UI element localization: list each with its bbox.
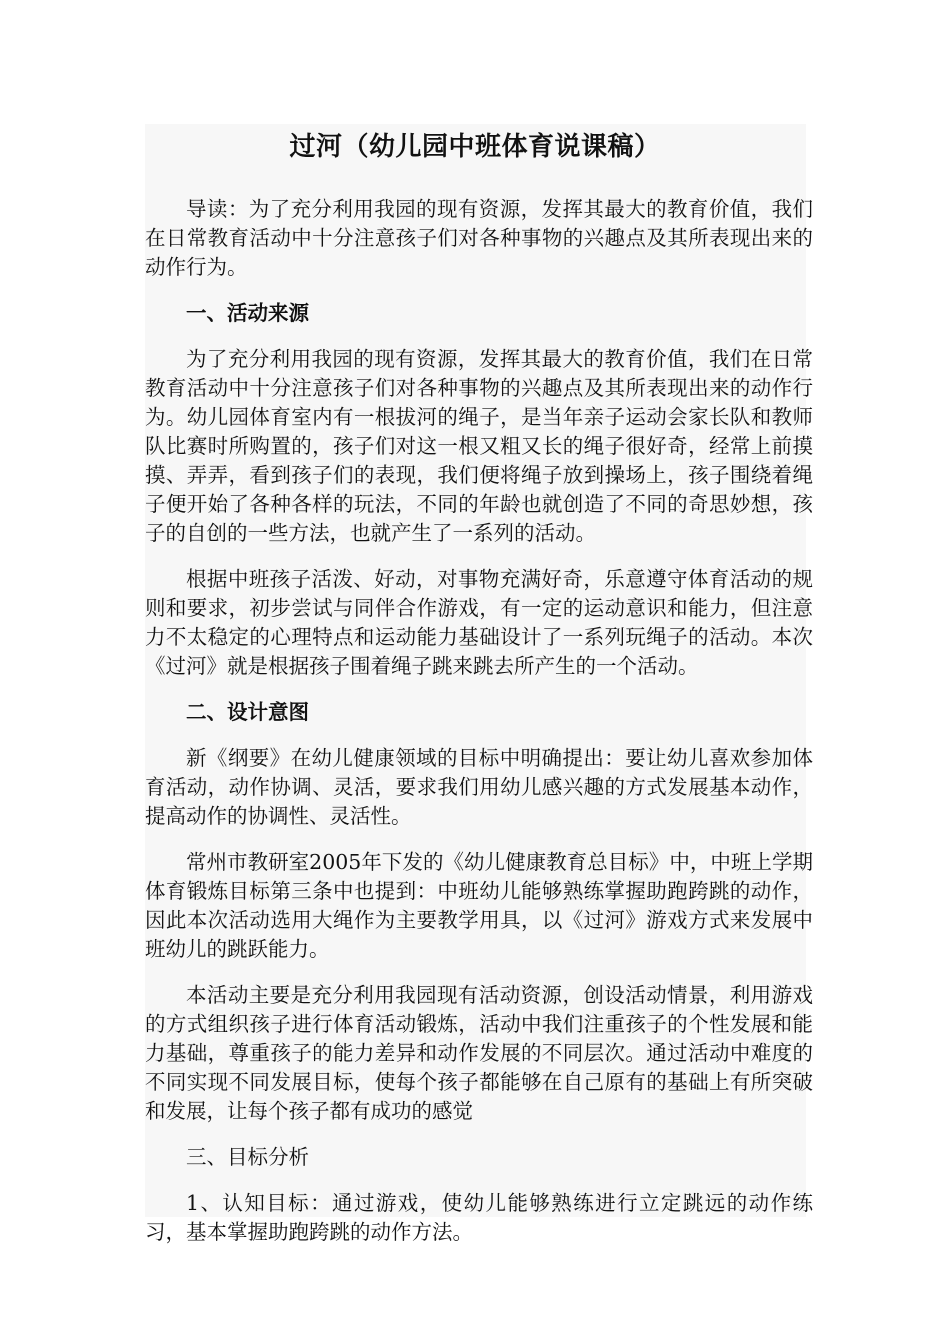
intro-paragraph: 导读：为了充分利用我园的现有资源，发挥其最大的教育价值，我们在日常教育活动中十分注意孩子们对各种事物的兴趣点及其所表现出来的动作行为。 (145, 197, 813, 279)
paragraph: 本活动主要是充分利用我园现有活动资源，创设活动情景，利用游戏的方式组织孩子进行体育活动锻炼，活动中我们注重孩子的个性发展和能力基础，尊重孩子的能力差异和动作发展的不同层次。通过活动中难度的不同实现不同发展目标，使每个孩子都能够在自己原有的基础上有所突破和发展，让每个孩子都有成功的感觉 (145, 983, 813, 1123)
section-heading-activity-source: 一、活动来源 (186, 301, 309, 325)
section-heading-goal-analysis: 三、目标分析 (186, 1145, 309, 1169)
paragraph: 为了充分利用我园的现有资源，发挥其最大的教育价值，我们在日常教育活动中十分注意孩子们对各种事物的兴趣点及其所表现出来的动作行为。幼儿园体育室内有一根拔河的绳子，是当年亲子运动会家长队和教师队比赛时所购置的，孩子们对这一根又粗又长的绳子很好奇，经常上前摸摸、弄弄，看到孩子们的表现，我们便将绳子放到操场上，孩子围绕着绳子便开始了各种各样的玩法，不同的年龄也就创造了不同的奇思妙想，孩子的自创的一些方法，也就产生了一系列的活动。 (145, 347, 813, 545)
paragraph: 根据中班孩子活泼、好动，对事物充满好奇，乐意遵守体育活动的规则和要求，初步尝试与同伴合作游戏，有一定的运动意识和能力，但注意力不太稳定的心理特点和运动能力基础设计了一系列玩绳子的活动。本次《过河》就是根据孩子围着绳子跳来跳去所产生的一个活动。 (145, 567, 813, 678)
paragraph: 1、认知目标：通过游戏，使幼儿能够熟练进行立定跳远的动作练习，基本掌握助跑跨跳的动作方法。 (145, 1191, 813, 1244)
section-heading-design-intent: 二、设计意图 (186, 700, 309, 724)
paragraph: 常州市教研室2005年下发的《幼儿健康教育总目标》中，中班上学期体育锻炼目标第三条中也提到：中班幼儿能够熟练掌握助跑跨跳的动作，因此本次活动选用大绳作为主要教学用具，以《过河》游戏方式来发展中班幼儿的跳跃能力。 (145, 850, 813, 961)
document-body (145, 195, 813, 1264)
paragraph: 新《纲要》在幼儿健康领域的目标中明确提出：要让幼儿喜欢参加体育活动，动作协调、灵活，要求我们用幼儿感兴趣的方式发展基本动作，提高动作的协调性、灵活性。 (145, 746, 813, 828)
document-title: 过河（幼儿园中班体育说课稿） (289, 132, 661, 162)
